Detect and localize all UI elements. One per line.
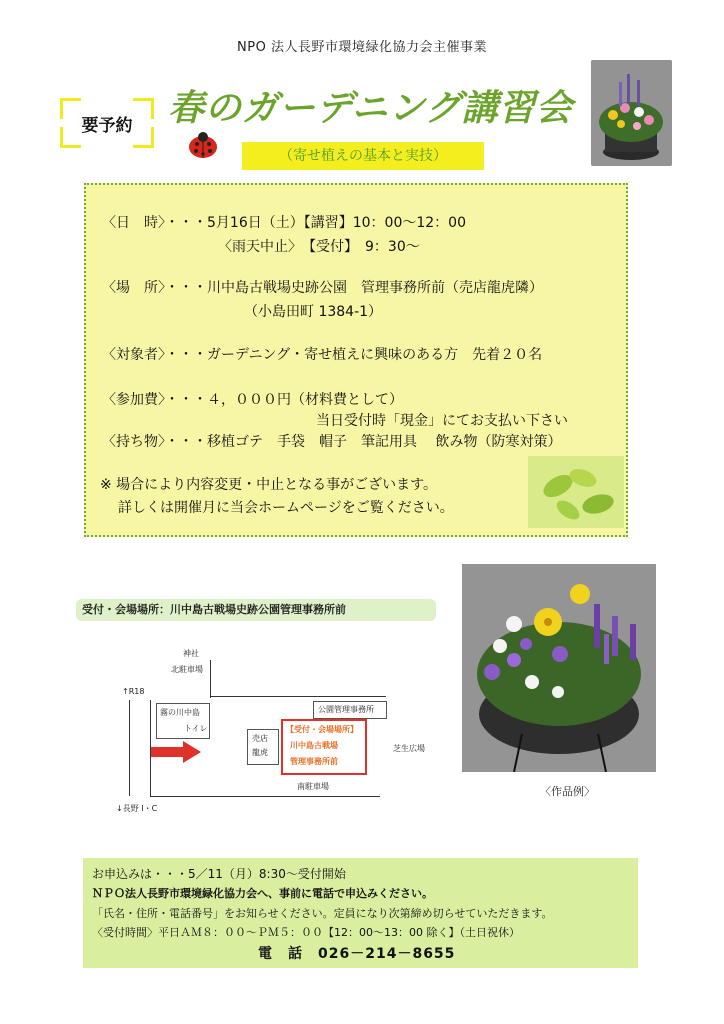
info-place: 〈場 所〉・・・川中島古戦場史跡公園 管理事務所前（売店龍虎隣） — [102, 280, 543, 296]
reservation-badge-text: 要予約 — [81, 116, 133, 136]
info-fee: 〈参加費〉・・・４，０００円（材料費として） — [102, 392, 403, 408]
info-note-homepage: 詳しくは開催月に当会ホームページをご覧ください。 — [118, 500, 454, 516]
map-toilet: トイレ — [184, 724, 208, 733]
info-target: 〈対象者〉・・・ガーデニング・寄せ植えに興味のある方 先着２０名 — [102, 347, 543, 363]
map-lawn: 芝生広場 — [393, 744, 425, 753]
flower-arrangement-photo — [462, 564, 656, 772]
reservation-badge — [60, 98, 154, 148]
map-north-parking: 北駐車場 — [171, 665, 203, 674]
info-date: 〈日 時〉・・・5月16日（土）【講習】10：00～12：00 — [102, 215, 466, 231]
map-venue-label: 受付・会場場所：川中島古戦場史跡公園管理事務所前 — [76, 599, 436, 621]
apply-phone-number: 電 話 026－214－8655 — [258, 946, 456, 962]
photo-caption: 〈作品例〉 — [540, 785, 595, 798]
map-south-parking: 南駐車場 — [297, 782, 329, 791]
map-venue-line1: 【受付・会場場所】 — [286, 725, 358, 734]
map-venue-line2: 川中島古戦場 — [290, 741, 338, 750]
map-office: 公園管理事務所 — [318, 705, 374, 714]
organizer-line: NPO 法人長野市環境緑化協力会主催事業 — [237, 40, 487, 55]
map-venue-line3: 管理事務所前 — [290, 757, 338, 766]
map-nagano-ic: ↓長野 I・C — [116, 804, 158, 813]
page-title: 春のガーデニング講習会 — [168, 87, 573, 129]
map-route18: ↑R18 — [122, 687, 145, 696]
apply-required-info: 「氏名・住所・電話番号」をお知らせください。定員になり次第締め切らせていただきます。 — [92, 907, 553, 920]
apply-hours: 〈受付時間〉平日ＡＭ８：００～ＰＭ５：００【12：00～13：00 除く】（土日祝休） — [92, 926, 520, 939]
map-road — [210, 696, 246, 697]
flower-pot-photo — [591, 60, 672, 166]
info-fee-payment: 当日受付時「現金」にてお支払い下さい — [316, 413, 568, 429]
map-road — [150, 796, 380, 797]
map-kiri: 霧の川中島 — [160, 708, 200, 717]
ladybug-icon — [186, 130, 220, 160]
info-note-change: ※ 場合により内容変更・中止となる事がございます。 — [100, 477, 438, 493]
apply-start: お申込みは・・・5／11（月）8:30～受付開始 — [92, 867, 346, 881]
map-arrow-icon — [151, 741, 201, 763]
info-items: 〈持ち物〉・・・移植ゴテ 手袋 帽子 筆記用具 飲み物（防寒対策） — [102, 434, 562, 450]
map-road — [210, 660, 211, 698]
info-date-reception: 〈雨天中止〉 【受付】 9：30～ — [218, 239, 420, 255]
apply-phone-instruction: ＮＰＯ法人長野市環境緑化協力会へ、事前に電話で申込みください。 — [92, 887, 433, 900]
map-shrine: 神社 — [183, 649, 199, 658]
map-road — [246, 696, 386, 697]
map-ryuko: 龍虎 — [252, 748, 268, 757]
map-road — [129, 700, 130, 796]
map-shop: 売店 — [252, 734, 268, 743]
info-place-address: （小島田町 1384-1） — [244, 304, 383, 320]
leaf-photo — [528, 456, 624, 528]
subtitle-banner: （寄せ植えの基本と実技） — [242, 142, 484, 170]
